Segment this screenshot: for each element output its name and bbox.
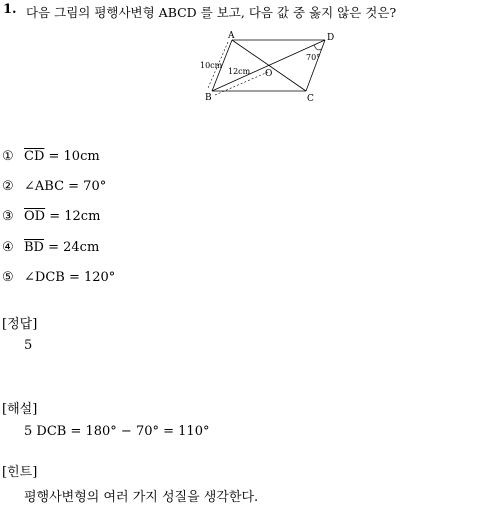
option-1-segment: $\overline{CD}$ [24,149,45,164]
option-3-rest: = 12cm [45,209,101,224]
option-4-marker: ④ [2,240,14,255]
option-5-marker: ⑤ [2,270,14,285]
vertex-b-label: B [205,93,212,103]
answer-value: 5 [24,338,33,353]
option-2[interactable] [2,179,106,194]
option-3-segment: $\overline{OD}$ [24,209,46,224]
angle-d-arc [314,45,321,50]
option-4[interactable] [2,240,99,255]
angle-d-value: 70° [306,53,321,62]
question-text: 다음 그림의 평행사변형 ABCD 를 보고, 다음 값 중 옳지 않은 것은? [26,5,397,20]
option-1-marker: ① [2,149,14,164]
hint-text: 평행사변형의 여러 가지 성질을 생각한다. [24,490,259,505]
hint-heading: [힌트] [2,465,38,480]
answer-heading: [정답] [2,317,38,332]
option-4-segment: $\overline{BD}$ [24,240,44,255]
half-diagonal-length: 12cm [228,67,251,76]
option-2-prefix: ∠ABC = 70° [24,179,107,194]
vertex-a-label: A [228,31,235,41]
vertex-d-label: D [327,33,335,43]
option-3[interactable] [2,209,100,224]
option-1[interactable] [2,149,100,164]
explanation-text: 5 DCB = 180° − 70° = 110° [24,424,210,439]
option-4-rest: = 24cm [43,240,100,255]
option-2-marker: ② [2,179,14,194]
option-5-prefix: ∠DCB = 120° [24,270,116,285]
option-1-rest: = 10cm [44,149,100,164]
parallelogram-figure [195,28,345,108]
side-ab-length: 10cm [200,61,223,70]
option-5[interactable] [2,270,115,285]
explanation-heading: [해설] [2,402,38,417]
option-3-marker: ③ [2,209,14,224]
vertex-c-label: C [307,94,314,104]
question-number: 1. [3,2,17,17]
center-o-label: O [265,69,273,79]
